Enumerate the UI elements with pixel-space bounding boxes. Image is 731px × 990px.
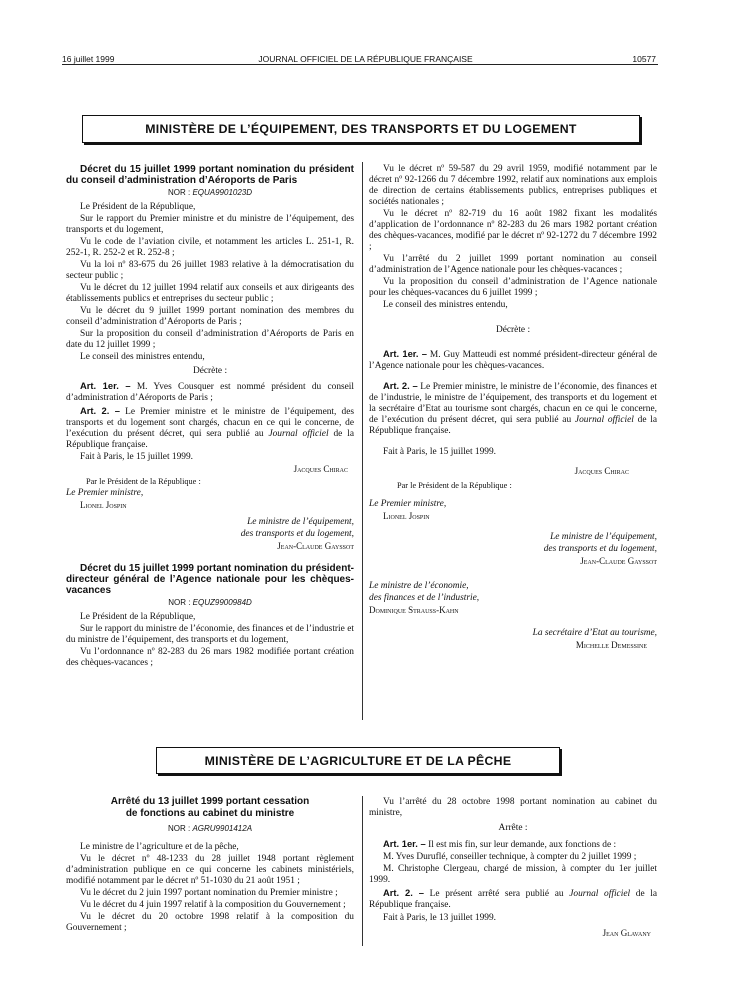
decret2-para: Sur le rapport du ministre de l’économie, des finances et de l’industrie et du ministre de l’équipement, des transports et du logement, xyxy=(66,624,354,645)
arrete-para-right: Vu l’arrêté du 28 octobre 1998 portant nomination au cabinet du ministre, xyxy=(369,797,657,818)
decret1-para: Sur la proposition du conseil d’administration d’Aéroports de Paris en date du 12 juillet 1999 ; xyxy=(66,329,354,350)
decret1-min-name: Jean-Claude Gayssot xyxy=(277,541,354,551)
arrete-title-line-2: de fonctions au cabinet du ministre xyxy=(125,808,295,819)
decret1-signer: Jacques Chirac xyxy=(293,464,348,474)
column-divider-bottom xyxy=(362,796,363,946)
header-page-number: 10577 xyxy=(632,54,656,64)
decret1-par: Par le Président de la République : xyxy=(86,477,201,486)
decret2-column xyxy=(369,164,657,652)
arrete-nor: NOR : AGRU9901412A xyxy=(167,824,253,833)
decret1-fait: Fait à Paris, le 15 juillet 1999. xyxy=(80,452,194,462)
decret2-eco-name: Dominique Strauss-Kahn xyxy=(369,605,459,615)
decret1-article-1: Art. 1er. – M. Yves Cousquer est nommé président du conseil d’administration d’Aéroports de Paris ; xyxy=(66,380,355,403)
arrete-para: Vu le décret nº 48-1233 du 28 juillet 1948 portant règlement d’administration publique en ce qui concerne les cabinets ministériels, modifié notamment par le décret nº 51-1030 du 21 août 1951 ; xyxy=(66,854,354,886)
arrete-para: Vu le décret du 20 octobre 1998 relatif à la composition du Gouvernement ; xyxy=(66,912,354,933)
decret2-article-2: Art. 2. – Le Premier ministre, le ministre de l’économie, des finances et de l’industrie, le ministre de l’équipement, des transports et du logement et la secrétaire d’Etat au tourisme sont chargés, chacun en ce qui le concerne, de l’exécution du présent décret, qui sera publié au Journal officiel de la République française. xyxy=(369,380,658,436)
decret2-para: Le conseil des ministres entendu, xyxy=(383,300,508,310)
decret1-nor: NOR : EQUA9901023D xyxy=(167,188,253,197)
arrete-article-2: Art. 2. – Le présent arrêté sera publié au Journal officiel de la République française. xyxy=(369,887,658,910)
decret2-sec-name: Michelle Demessine xyxy=(575,640,647,650)
decret1-pm-title: Le Premier ministre, xyxy=(66,488,144,498)
decret1-article-2: Art. 2. – Le Premier ministre et le ministre de l’équipement, des transports et du logement sont chargés, chacun en ce qui le concerne, de l’exécution du présent décret, qui sera publié au Journal officiel de la République française. xyxy=(66,405,355,450)
arrete-article-1: Art. 1er. – Il est mis fin, sur leur demande, aux fonctions de : xyxy=(383,838,617,850)
decret2-par: Par le Président de la République : xyxy=(397,481,512,490)
decret2-title: Décret du 15 juillet 1999 portant nomination du président-directeur général de l’Agence nationale pour les chèques-vacances xyxy=(66,563,354,596)
header-journal-title: JOURNAL OFFICIEL DE LA RÉPUBLIQUE FRANÇAISE xyxy=(258,54,473,64)
decret2-decrete: Décrète : xyxy=(495,325,531,335)
decret1-min-title-1: Le ministre de l’équipement, xyxy=(247,517,354,527)
header-date: 16 juillet 1999 xyxy=(62,54,115,64)
decret2-pm-title: Le Premier ministre, xyxy=(369,499,447,509)
decret1-para: Vu le décret du 12 juillet 1994 relatif aux conseils et aux dirigeants des établissements publics et entreprises du secteur public ; xyxy=(66,283,354,304)
decret2-min-name: Jean-Claude Gayssot xyxy=(580,556,657,566)
arrete-fait: Fait à Paris, le 13 juillet 1999. xyxy=(383,913,497,923)
column-divider xyxy=(362,162,363,720)
decret2-para: Le Président de la République, xyxy=(80,612,196,622)
decret2-min-title-1: Le ministre de l’équipement, xyxy=(550,532,657,542)
header-rule xyxy=(62,64,658,65)
arrete-para: Vu le décret du 4 juin 1997 relatif à la composition du Gouvernement ; xyxy=(80,900,346,910)
arrete-label: Arrête : xyxy=(498,823,528,833)
decret1-para: Sur le rapport du Premier ministre et du ministre de l’équipement, des transports et du logement, xyxy=(66,214,354,235)
decret2-para: Vu l’arrêté du 2 juillet 1999 portant nomination au conseil d’administration de l’Agence nationale pour les chèques-vacances ; xyxy=(369,254,657,275)
decret1-para: Le conseil des ministres entendu, xyxy=(80,352,205,362)
arrete-title-line-1: Arrêté du 13 juillet 1999 portant cessation xyxy=(110,796,310,807)
decret1-title: Décret du 15 juillet 1999 portant nomination du président du conseil d’administration d’Aéroports de Paris xyxy=(66,164,354,186)
decret2-signer: Jacques Chirac xyxy=(574,466,629,476)
ministry-agriculture-heading xyxy=(156,747,560,774)
decret2-article-1: Art. 1er. – M. Guy Matteudi est nommé président-directeur général de l’Agence nationale pour les chèques-vacances. xyxy=(369,348,657,371)
decret1-column xyxy=(66,164,354,670)
decret2-sec-title: La secrétaire d’Etat au tourisme, xyxy=(532,628,657,638)
decret1-min-title-2: des transports et du logement, xyxy=(240,529,354,539)
ministry-agriculture-title: MINISTÈRE DE L’AGRICULTURE ET DE LA PÊCHE xyxy=(204,753,512,768)
decret2-para: Vu le décret nº 59-587 du 29 avril 1959, modifié notamment par le décret nº 92-1266 du 7 décembre 1992, relatif aux nominations aux emplois de direction de certains établissements publics, entreprises publiques et sociétés nationales ; xyxy=(369,164,657,207)
decret1-pm-name: Lionel Jospin xyxy=(80,500,127,510)
decret1-para: Vu la loi nº 83-675 du 26 juillet 1983 relative à la démocratisation du secteur public ; xyxy=(66,260,354,281)
decret2-eco-title-2: des finances et de l’industrie, xyxy=(369,593,480,603)
arrete-column-right xyxy=(369,797,657,940)
decret2-eco-title-1: Le ministre de l’économie, xyxy=(369,581,469,591)
decret2-para: Vu le décret nº 82-719 du 16 août 1982 fixant les modalités d’application de l’ordonnance nº 82-283 du 26 mars 1982 portant création des chèques-vacances, modifié par le décret nº 92-1272 du 7 décembre 1992 ; xyxy=(369,209,657,252)
decret1-para: Vu le code de l’aviation civile, et notamment les articles L. 251-1, R. 252-1, R. 252-2 et R. 252-8 ; xyxy=(66,237,354,258)
decret1-decrete: Décrète : xyxy=(192,366,228,376)
decret2-pm-name: Lionel Jospin xyxy=(383,511,430,521)
ministry-equipement-title: MINISTÈRE DE L’ÉQUIPEMENT, DES TRANSPORTS ET DU LOGEMENT xyxy=(145,122,577,136)
decret2-para: Vu la proposition du conseil d’administration de l’Agence nationale pour les chèques-vacances du 6 juillet 1999 ; xyxy=(369,277,657,298)
decret1-para: Le Président de la République, xyxy=(80,202,196,212)
decret2-nor: NOR : EQUZ9900984D xyxy=(168,598,252,607)
decret1-para: Vu le décret du 9 juillet 1999 portant nomination des membres du conseil d’administration d’Aéroports de Paris ; xyxy=(66,306,354,327)
arrete-para: Le ministre de l’agriculture et de la pêche, xyxy=(80,842,239,852)
decret2-fait: Fait à Paris, le 15 juillet 1999. xyxy=(383,447,497,457)
decret2-min-title-2: des transports et du logement, xyxy=(543,544,657,554)
arrete-signer: Jean Glavany xyxy=(602,928,651,938)
ministry-equipement-heading xyxy=(82,115,640,143)
arrete-member-2: M. Christophe Clergeau, chargé de mission, à compter du 1er juillet 1999. xyxy=(369,864,657,885)
arrete-member-1: M. Yves Duruflé, conseiller technique, à compter du 2 juillet 1999 ; xyxy=(383,852,637,862)
arrete-column-left xyxy=(66,796,354,935)
decret2-para: Vu l’ordonnance nº 82-283 du 26 mars 1982 modifiée portant création des chèques-vacances ; xyxy=(66,647,354,668)
arrete-para: Vu le décret du 2 juin 1997 portant nomination du Premier ministre ; xyxy=(80,888,338,898)
